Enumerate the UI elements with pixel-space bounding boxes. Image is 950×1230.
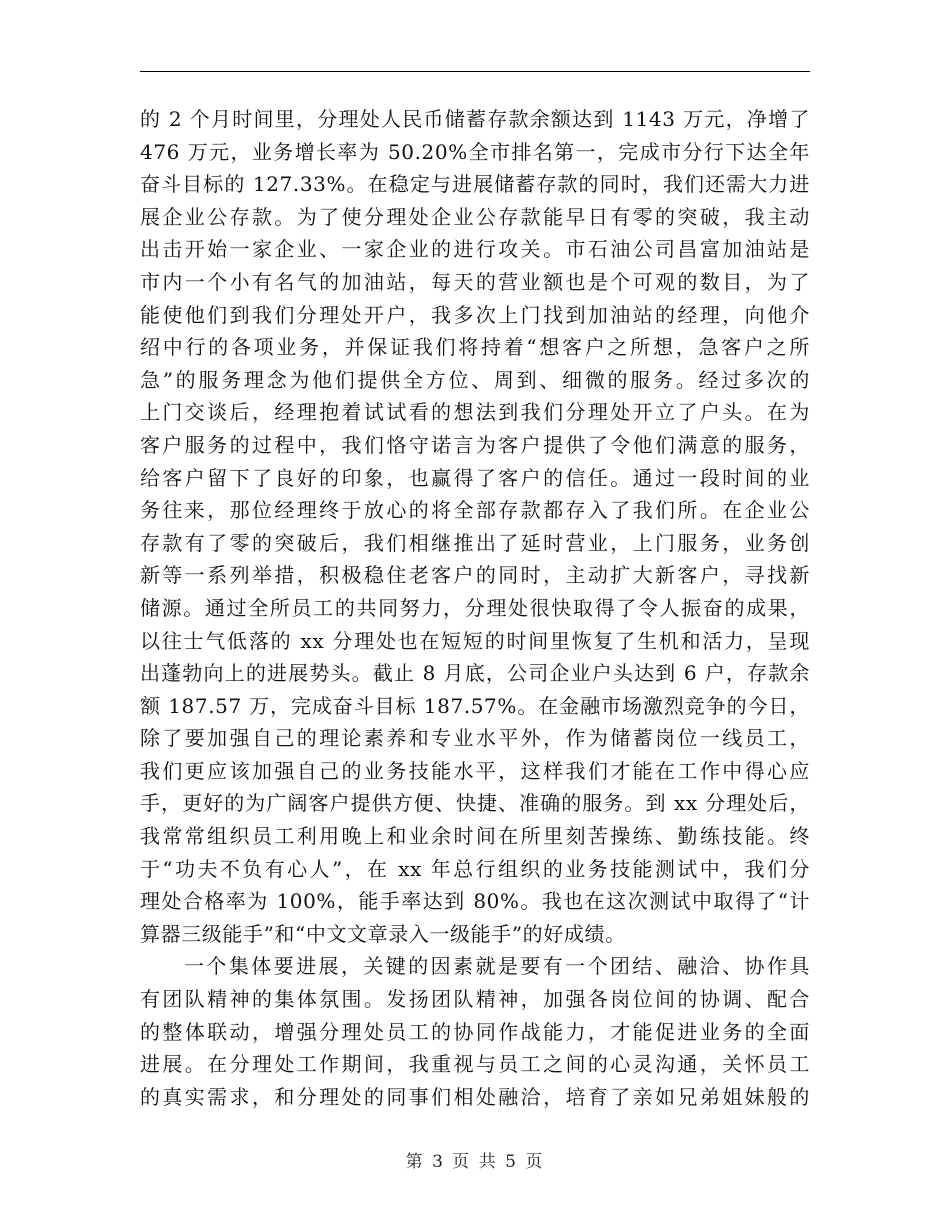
- text-line: 除了要加强自己的理论素养和专业水平外，作为储蓄岗位一线员工，: [140, 726, 810, 751]
- text-line: 以往士气低落的 xx 分理处也在短短的时间里恢复了生机和活力，呈现: [140, 628, 810, 653]
- text-line: 我们更应该加强自己的业务技能水平，这样我们才能在工作中得心应: [140, 758, 810, 783]
- text-line: 务往来，那位经理终于放心的将全部存款都存入了我们所。在企业公: [140, 498, 810, 523]
- text-line: 出击开始一家企业、一家企业的进行攻关。市石油公司昌富加油站是: [140, 237, 810, 262]
- text-line: 于“功夫不负有心人”，在 xx 年总行组织的业务技能测试中，我们分: [140, 856, 810, 881]
- text-line: 我常常组织员工利用晚上和业余时间在所里刻苦操练、勤练技能。终: [140, 824, 810, 849]
- text-line: 能使他们到我们分理处开户，我多次上门找到加油站的经理，向他介: [140, 302, 810, 327]
- text-line: 的真实需求，和分理处的同事们相处融洽，培育了亲如兄弟姐妹般的: [140, 1084, 810, 1109]
- text-line: 储源。通过全所员工的共同努力，分理处很快取得了令人振奋的成果，: [140, 595, 810, 620]
- page-number: 第 3 页 共 5 页: [405, 1152, 545, 1172]
- text-line: 上门交谈后，经理抱着试试看的想法到我们分理处开立了户头。在为: [140, 400, 810, 425]
- paragraph-start-line: 一个集体要进展，关键的因素就是要有一个团结、融洽、协作具: [184, 954, 810, 979]
- document-body: [140, 103, 810, 1113]
- text-line: 展企业公存款。为了使分理处企业公存款能早日有零的突破，我主动: [140, 204, 810, 229]
- text-line: 客户服务的过程中，我们恪守诺言为客户提供了令他们满意的服务，: [140, 432, 810, 457]
- text-line: 476 万元，业务增长率为 50.20%全市排名第一，完成市分行下达全年: [140, 139, 810, 164]
- text-line: 绍中行的各项业务，并保证我们将持着“想客户之所想，急客户之所: [140, 335, 810, 360]
- paragraph-end-line: 算器三级能手”和“中文文章录入一级能手”的好成绩。: [140, 921, 626, 946]
- text-line: 手，更好的为广阔客户提供方便、快捷、准确的服务。到 xx 分理处后，: [140, 791, 810, 816]
- text-line: 理处合格率为 100%，能手率达到 80%。我也在这次测试中取得了“计: [140, 889, 810, 914]
- header-rule: [140, 71, 810, 72]
- text-line: 有团队精神的集体氛围。发扬团队精神，加强各岗位间的协调、配合: [140, 987, 810, 1012]
- text-line: 的 2 个月时间里，分理处人民币储蓄存款余额达到 1143 万元，净增了: [140, 107, 810, 131]
- text-line: 进展。在分理处工作期间，我重视与员工之间的心灵沟通，关怀员工: [140, 1052, 810, 1077]
- text-line: 出蓬勃向上的进展势头。截止 8 月底，公司企业户头达到 6 户，存款余: [140, 661, 810, 686]
- text-line: 市内一个小有名气的加油站，每天的营业额也是个可观的数目，为了: [140, 269, 810, 294]
- text-line: 的整体联动，增强分理处员工的协同作战能力，才能促进业务的全面: [140, 1019, 810, 1044]
- text-line: 新等一系列举措，积极稳住老客户的同时，主动扩大新客户，寻找新: [140, 563, 810, 588]
- text-line: 额 187.57 万，完成奋斗目标 187.57%。在金融市场激烈竞争的今日，: [140, 693, 810, 718]
- text-line: 存款有了零的突破后，我们相继推出了延时营业，上门服务，业务创: [140, 530, 810, 555]
- text-line: 奋斗目标的 127.33%。在稳定与进展储蓄存款的同时，我们还需大力进: [140, 172, 810, 197]
- text-line: 急”的服务理念为他们提供全方位、周到、细微的服务。经过多次的: [140, 367, 810, 392]
- text-line: 给客户留下了良好的印象，也赢得了客户的信任。通过一段时间的业: [140, 465, 810, 490]
